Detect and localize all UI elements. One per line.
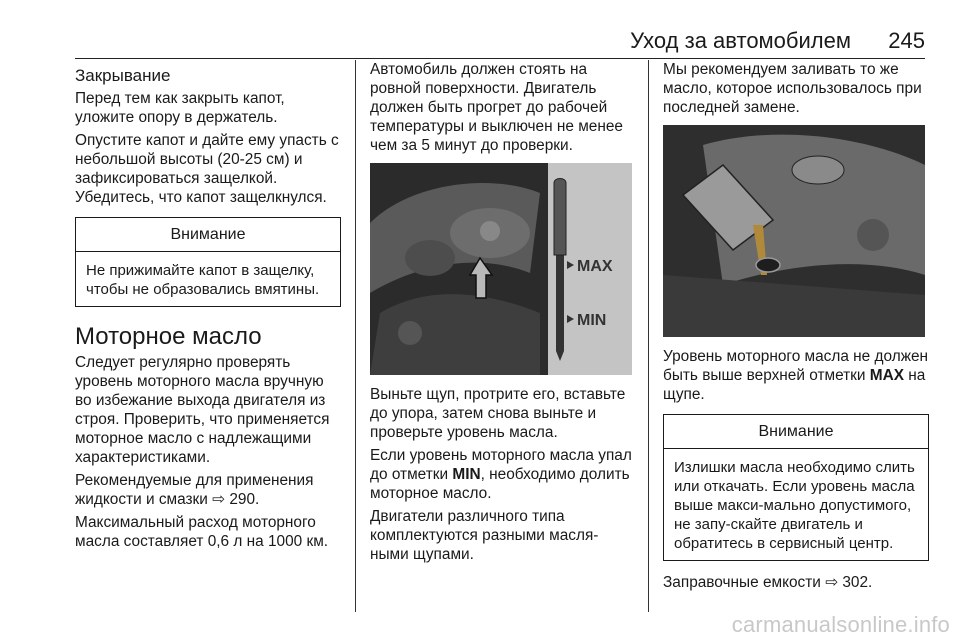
oil-filling-figure <box>663 125 925 337</box>
paragraph: Если уровень моторного масла упал до отметки MIN, необходимо долить моторное масло. <box>370 447 632 502</box>
notice-title: Внимание <box>664 415 928 449</box>
page-number: 245 <box>888 28 925 53</box>
page-reference-link[interactable]: 302. <box>842 574 873 591</box>
paragraph: Выньте щуп, протрите его, вставьте до упора, затем снова выньте и проверьте уровень масла. <box>370 386 626 441</box>
notice-text: Не прижимайте капот в защелку, чтобы не образовались вмятины. <box>86 262 320 298</box>
dipstick-figure <box>370 163 632 375</box>
paragraph: Перед тем как закрыть капот, уложите опору в держатель. <box>75 90 285 126</box>
paragraph: Максимальный расход моторного масла составляет 0,6 л на 1000 км. <box>75 514 329 550</box>
column-3 <box>663 60 929 596</box>
paragraph: Рекомендуемые для применения жидкости и смазки ⇨ 290. <box>75 472 314 508</box>
ref-arrow-icon: ⇨ <box>212 491 226 508</box>
paragraph: Следует регулярно проверять уровень моторного масла вручную во избежание выхода двигателя из строя. Проверить, что применяется моторное масло с надлежащими характеристиками. <box>75 354 330 466</box>
paragraph: Автомобиль должен стоять на ровной поверхности. Двигатель должен быть прогрет до рабочей температуры и выключен не менее чем за 5 минут до проверки. <box>370 61 623 154</box>
page-title: Уход за автомобилем <box>630 28 851 53</box>
section-title-engine-oil: Моторное масло <box>75 323 262 350</box>
notice-box <box>75 217 341 307</box>
watermark: carmanualsonline.info <box>731 612 950 637</box>
notice-title: Внимание <box>76 218 340 252</box>
max-mark-label: MAX <box>577 258 613 275</box>
column-1 <box>75 60 341 555</box>
page-header <box>75 22 925 59</box>
notice-text: Излишки масла необходимо слить или откачать. Если уровень масла выше макси-мально допустимого, не запу-скайте двигатель и обратитесь в сервисный центр. <box>674 459 915 552</box>
column-divider <box>355 60 356 612</box>
paragraph: Опустите капот и дайте ему упасть с небольшой высоты (20-25 см) и зафиксироваться защелкой. Убедитесь, что капот защелкнулся. <box>75 132 339 206</box>
paragraph: Двигатели различного типа комплектуются разными масля-ными щупами. <box>370 508 599 563</box>
paragraph: Уровень моторного масла не должен быть выше верхней отметки MAX на щупе. <box>663 348 929 403</box>
ref-arrow-icon: ⇨ <box>825 574 839 591</box>
column-divider <box>648 60 649 612</box>
paragraph: Мы рекомендуем заливать то же масло, которое использовалось при последней замене. <box>663 61 922 116</box>
section-heading-closing: Закрывание <box>75 66 171 85</box>
page-reference-link[interactable]: 290. <box>229 491 260 508</box>
min-mark-label: MIN <box>577 312 607 329</box>
paragraph: Заправочные емкости ⇨ 302. <box>663 574 873 591</box>
column-2 <box>370 60 636 568</box>
notice-box <box>663 414 929 561</box>
